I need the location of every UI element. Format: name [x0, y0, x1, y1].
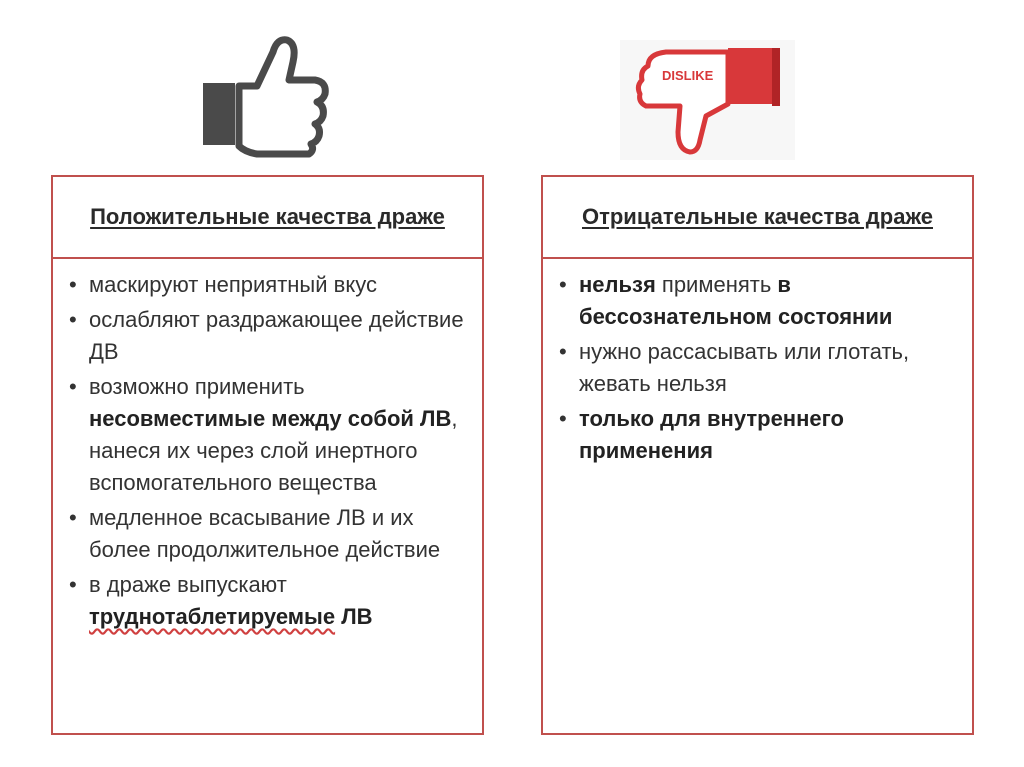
- list-item: [67, 502, 470, 566]
- list-item-text: только для внутреннего применения: [579, 406, 844, 463]
- list-item-text: в бессознательном состоянии: [579, 272, 893, 329]
- list-item-text: нельзя: [579, 272, 656, 297]
- positive-panel-title: Положительные качества драже: [90, 204, 445, 229]
- negative-panel-header: [543, 177, 972, 259]
- dislike-label: DISLIKE: [662, 68, 714, 83]
- negative-qualities-list: [543, 259, 972, 467]
- positive-qualities-list: [53, 259, 482, 633]
- negative-panel-title: Отрицательные качества драже: [581, 204, 933, 229]
- list-item-text: применять: [655, 272, 778, 297]
- thumbs-up-icon: [195, 28, 335, 158]
- list-item-text: , нанеся их через слой инертного вспомогательного вещества: [89, 406, 458, 495]
- list-item-text: ЛВ: [335, 604, 373, 629]
- negative-qualities-panel: [541, 175, 974, 735]
- list-item-text: несовместимые между собой ЛВ: [89, 406, 452, 431]
- list-item-text: труднотаблетируемые: [89, 604, 336, 629]
- list-item-text: возможно применить: [89, 374, 305, 399]
- positive-panel-header: [53, 177, 482, 259]
- list-item: [67, 569, 470, 633]
- thumbs-down-icon: [620, 40, 795, 160]
- list-item: [67, 269, 470, 301]
- list-item-text: ослабляют раздражающее действие ДВ: [89, 307, 464, 364]
- list-item-text: в драже выпускают: [89, 572, 287, 597]
- list-item: [67, 371, 470, 499]
- list-item: [557, 269, 960, 333]
- list-item-text: нужно рассасывать или глотать, жевать нельзя: [579, 339, 910, 396]
- list-item: [557, 336, 960, 400]
- positive-qualities-panel: [51, 175, 484, 735]
- list-item-text: медленное всасывание ЛВ и их более продолжительное действие: [89, 505, 441, 562]
- list-item-text: маскируют неприятный вкус: [89, 272, 377, 297]
- list-item: [67, 304, 470, 368]
- list-item: [557, 403, 960, 467]
